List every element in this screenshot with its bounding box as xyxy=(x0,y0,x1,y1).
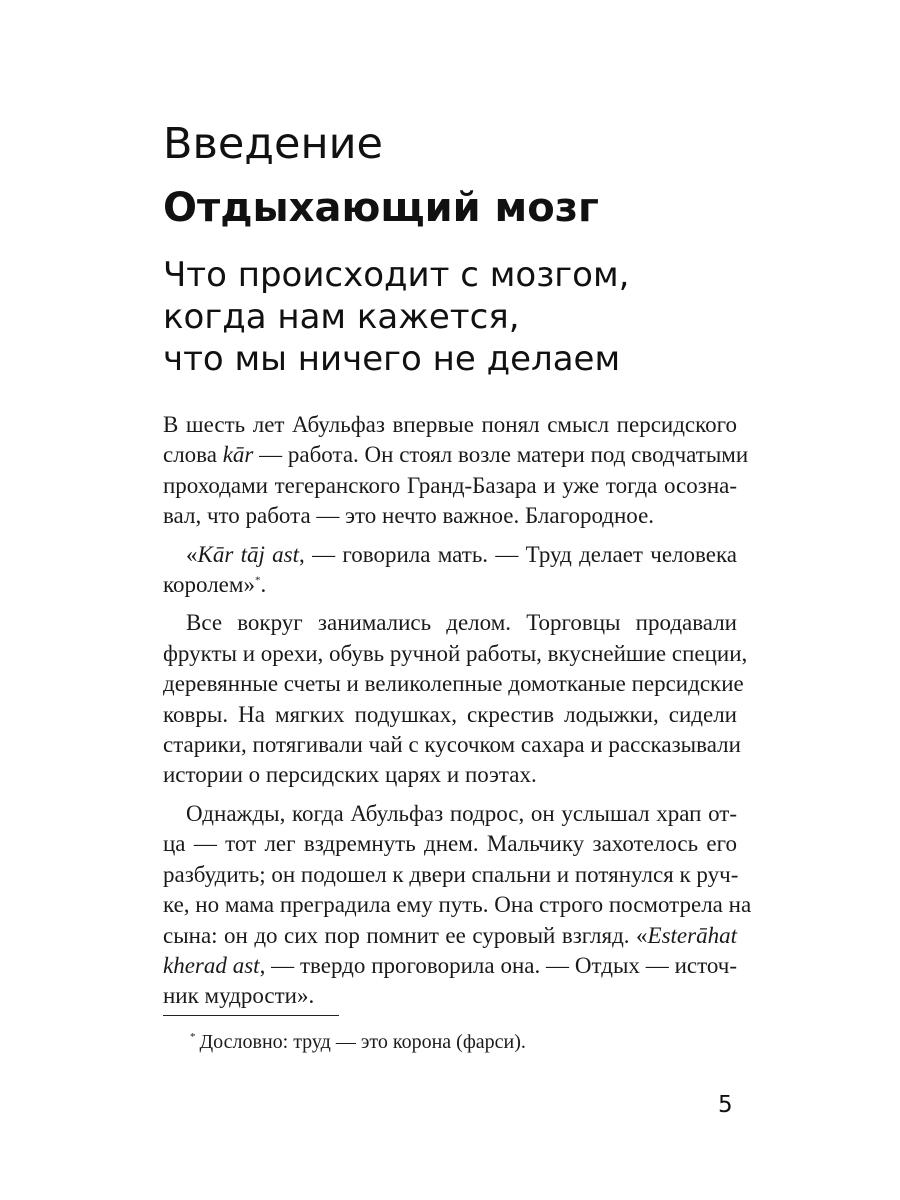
subtitle-line: когда нам кажется, xyxy=(163,297,520,337)
text-line xyxy=(163,540,737,570)
page-number: 5 xyxy=(718,1092,733,1118)
text-run: , — твердо проговорила она. — Отдых — источ- xyxy=(259,952,737,978)
subtitle-line: Что происходит с мозгом, xyxy=(163,255,630,295)
italic-word: kār xyxy=(222,442,254,468)
footnote-mark: * xyxy=(190,1031,196,1044)
body-text xyxy=(163,410,752,1012)
italic-phrase: Kār tāj ast xyxy=(197,541,300,567)
text-line: фрукты и орехи, обувь ручной работы, вкуснейшие специи, xyxy=(163,640,748,666)
text-run: слова xyxy=(163,442,223,468)
text-run: . xyxy=(260,572,267,598)
footnote-text: Дословно: труд — это корона (фарси). xyxy=(199,1031,526,1053)
text-line: истории о персидских царях и поэтах. xyxy=(163,762,537,788)
chapter-title: Отдыхающий мозг xyxy=(163,185,599,231)
text-run: « xyxy=(186,541,198,567)
text-line: Однажды, когда Абульфаз подрос, он услышал храп от- xyxy=(186,800,737,826)
footnote xyxy=(190,1028,526,1056)
chapter-label: Введение xyxy=(163,119,383,169)
text-line xyxy=(163,440,749,470)
text-line: разбудить; он подошел к двери спальни и потянулся к руч- xyxy=(163,861,739,887)
text-line: проходами тегеранского Гранд-Базара и уже тогда осозна- xyxy=(163,472,737,498)
text-line: ник мудрости». xyxy=(163,983,315,1009)
text-line: ца — тот лег вздремнуть днем. Мальчику захотелось его xyxy=(163,831,737,857)
chapter-subtitle xyxy=(163,254,803,380)
footnote-reference[interactable]: * xyxy=(254,574,261,587)
text-line xyxy=(163,921,737,951)
text-run: королем» xyxy=(163,572,255,598)
text-run: — работа. Он стоял возле матери под сводчатыми xyxy=(253,442,749,468)
text-line xyxy=(163,951,737,981)
text-line: ке, но мама преградила ему путь. Она строго посмотрела на xyxy=(163,892,752,918)
text-line xyxy=(163,570,737,600)
text-line: деревянные счеты и великолепные домотканые персидские xyxy=(163,671,744,697)
subtitle-line: что мы ничего не делаем xyxy=(163,339,621,379)
text-run: , — говорила мать. — Труд делает человека xyxy=(299,541,737,567)
footnote-divider xyxy=(163,1015,339,1016)
text-line: ковры. На мягких подушках, скрестив лодыжки, сидели xyxy=(163,701,737,727)
italic-phrase: kherad ast xyxy=(163,952,260,978)
text-line: Все вокруг занимались делом. Торговцы продавали xyxy=(186,610,737,636)
italic-word: Esterāhat xyxy=(647,922,737,948)
text-run: сына: он до сих пор помнит ее суровый взгляд. « xyxy=(163,922,648,948)
text-line: В шесть лет Абульфаз впервые понял смысл персидского xyxy=(163,412,737,437)
text-line: старики, потягивали чай с кусочком сахара и рассказывали xyxy=(163,732,741,758)
text-line: вал, что работа — это нечто важное. Благородное. xyxy=(163,503,655,529)
